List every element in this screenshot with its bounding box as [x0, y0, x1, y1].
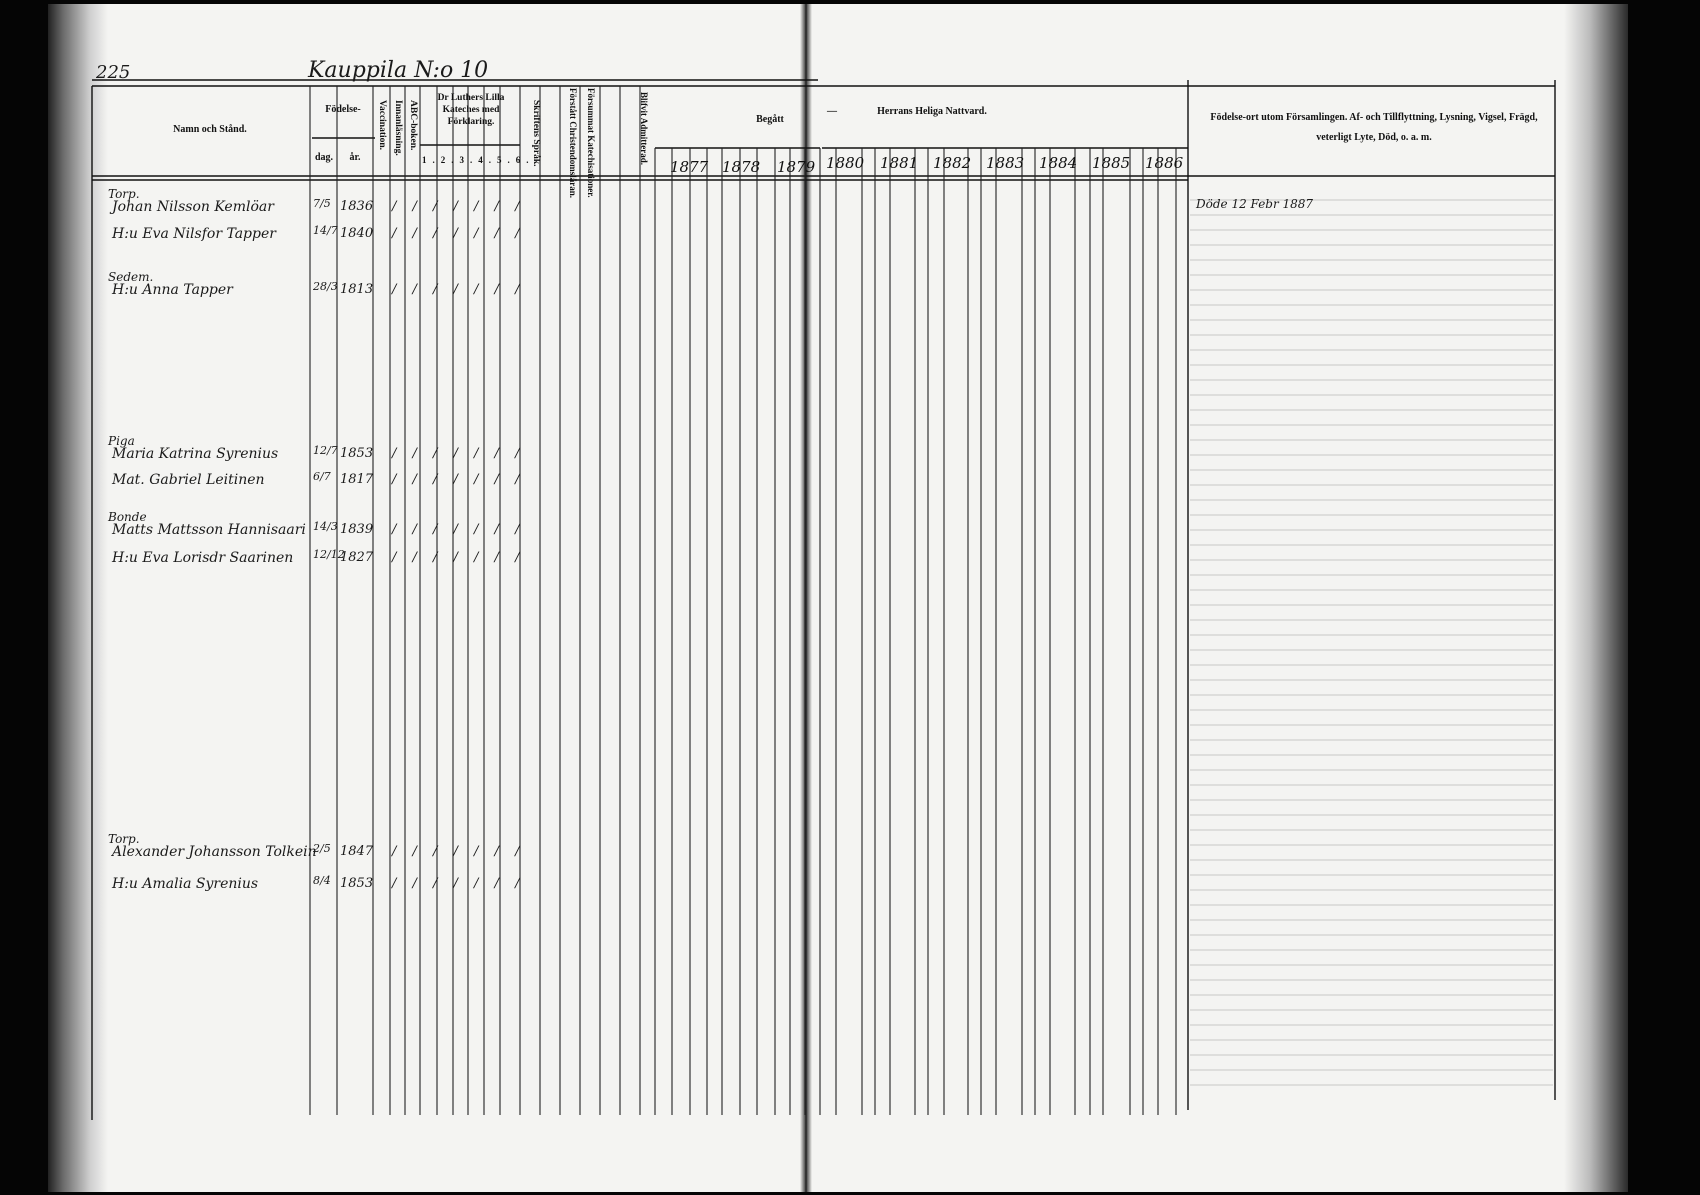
- header-dash: —: [827, 106, 837, 117]
- entry-name: H:u Eva Nilsfor Tapper: [112, 226, 276, 242]
- entry-birth-year: 1827: [340, 550, 374, 565]
- entry-birth-day: 12/12: [313, 548, 345, 561]
- catechism-marks: / / / / / / /: [392, 876, 526, 891]
- entry-birth-year: 1813: [340, 282, 374, 297]
- year-1879: 1879: [777, 158, 816, 176]
- understood-doctrine-header: Förstått Christendomsläran.: [568, 88, 578, 198]
- catechism-header: Dr Luthers Lilla Kateches med Förklaring.: [437, 93, 505, 127]
- entry-birth-year: 1817: [340, 472, 374, 487]
- catechism-marks: / / / / / / /: [392, 472, 526, 487]
- remarks-header: Födelse-ort utom Församlingen. Af- och Tillflyttning, Lysning, Vigsel, Frägd, veterligt Lyte, Död, o. a. m.: [1210, 112, 1538, 143]
- entry-name: Matts Mattsson Hannisaari: [112, 522, 306, 538]
- entry-birth-day: 2/5: [313, 842, 331, 855]
- entry-birth-year: 1853: [340, 876, 374, 891]
- admitted-header: Blifvit Admitterad.: [639, 92, 649, 165]
- catechism-marks: / / / / / / /: [392, 522, 526, 537]
- birth-header: Födelse-: [325, 104, 361, 115]
- year-1884: 1884: [1039, 154, 1078, 172]
- entry-name: Alexander Johansson Tolkein: [112, 844, 317, 860]
- scripture-language-header: Skriftens Språk.: [531, 100, 541, 167]
- year-1881: 1881: [880, 154, 919, 172]
- year-1885: 1885: [1092, 154, 1131, 172]
- year-1882: 1882: [933, 154, 972, 172]
- year-1883: 1883: [986, 154, 1025, 172]
- entry-name: Mat. Gabriel Leitinen: [112, 472, 265, 488]
- entry-remark: Döde 12 Febr 1887: [1196, 197, 1314, 211]
- entry-name: H:u Amalia Syrenius: [112, 876, 259, 892]
- entry-birth-day: 14/3: [313, 520, 338, 533]
- name-column-header: Namn och Stånd.: [173, 124, 247, 135]
- catechism-marks: / / / / / / /: [392, 226, 526, 241]
- catechism-marks: / / / / / / /: [392, 199, 526, 214]
- year-1878: 1878: [722, 158, 761, 176]
- farm-name: Kauppila N:o 10: [308, 58, 489, 83]
- communion-begatt-label: Begått: [756, 114, 784, 125]
- entry-role: Piga: [108, 434, 135, 448]
- entry-birth-day: 6/7: [313, 470, 331, 483]
- abc-book-header: ABC-boken.: [408, 100, 418, 151]
- entry-name: Maria Katrina Syrenius: [112, 446, 279, 462]
- birth-year-header: år.: [349, 152, 361, 163]
- entry-birth-day: 14/7: [313, 224, 338, 237]
- page-number: 225: [96, 62, 131, 83]
- entry-role: Torp.: [108, 832, 140, 846]
- entry-birth-day: 12/7: [313, 444, 338, 457]
- entry-role: Sedem.: [108, 270, 154, 284]
- entry-name: H:u Eva Lorisdr Saarinen: [112, 550, 294, 566]
- entry-birth-year: 1839: [340, 522, 374, 537]
- entry-birth-year: 1847: [340, 844, 374, 859]
- entry-role: Bonde: [108, 510, 147, 524]
- catechism-part-numbers: 1.2.3.4.5.6.: [422, 155, 535, 165]
- entry-role: Torp.: [108, 187, 140, 201]
- reading-header: Innanläsning.: [393, 100, 403, 156]
- entry-birth-day: 28/3: [313, 280, 338, 293]
- entry-birth-day: 8/4: [313, 874, 331, 887]
- catechism-marks: / / / / / / /: [392, 844, 526, 859]
- year-1886: 1886: [1145, 154, 1184, 172]
- catechism-marks: / / / / / / /: [392, 550, 526, 565]
- entry-birth-year: 1840: [340, 226, 374, 241]
- catechism-marks: / / / / / / /: [392, 282, 526, 297]
- year-1877: 1877: [670, 158, 709, 176]
- year-1880: 1880: [826, 154, 865, 172]
- entry-name: Johan Nilsson Kemlöar: [112, 199, 274, 215]
- entry-birth-day: 7/5: [313, 197, 331, 210]
- communion-header: Herrans Heliga Nattvard.: [877, 106, 987, 117]
- entry-birth-year: 1836: [340, 199, 374, 214]
- entry-birth-year: 1853: [340, 446, 374, 461]
- entry-name: H:u Anna Tapper: [112, 282, 233, 298]
- catechism-marks: / / / / / / /: [392, 446, 526, 461]
- vaccination-header: Vaccination.: [377, 100, 387, 151]
- missed-catechism-header: Försummat Katechisationer.: [586, 88, 596, 198]
- birth-day-header: dag.: [314, 152, 334, 163]
